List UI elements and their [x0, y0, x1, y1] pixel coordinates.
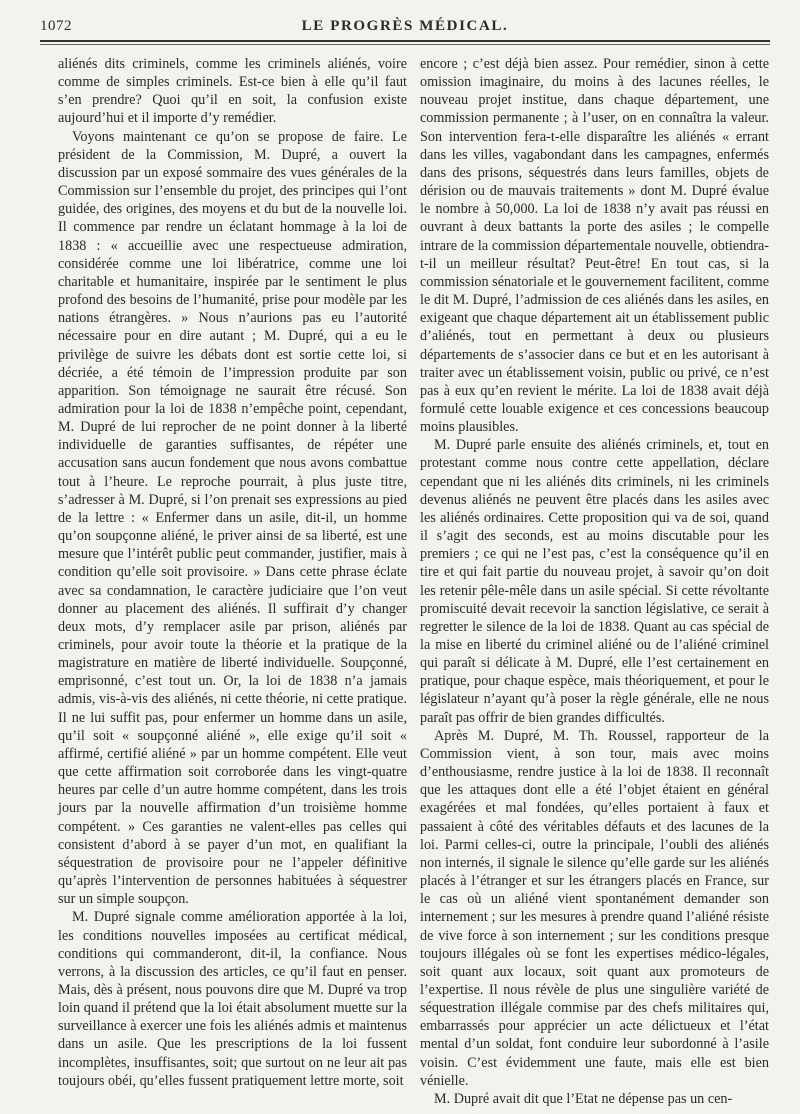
paragraph: Après M. Dupré, M. Th. Roussel, rapporteur de la Commission vient, à son tour, mais avec moins d’enthousiasme, rendre justice à la loi de 1838. Il reconnaît que les attaques dont elle a été l’objet étaient en général exagérées et mal fondées, qu’elles portaient à faux et passaient à côté des véritables défauts et des lacunes de la loi. Parmi celles-ci, outre la principale, l’oubli des aliénés non internés, il signale le silence qu’elle garde sur les aliénés placés à l’étranger et sur les étrangers placés en France, sur le cas où un aliéné vient spontanément demander son internement ; sur les mesures à prendre quand l’aliéné résiste de vive force à son internement ; sur les conditions presque toujours illégales où se font les expertises médico-légales, soit quant aux locaux, soit quant aux promoteurs de l’expertise. Il nous révèle de plus une singulière variété de séquestration illégale commise par des chefs militaires qui, embarrassés pour apprécier un acte délictueux et l’état mental d’un soldat, font conduire leur subordonné à l’asile voisin. C’est évidemment une faute, mais elle est bien vénielle. — [420, 727, 769, 1089]
header-rule-thick — [40, 40, 770, 42]
paragraph: M. Dupré avait dit que l’Etat ne dépense pas un cen- — [434, 1090, 733, 1107]
paragraph: M. Dupré signale comme amélioration apportée à la loi, les conditions nouvelles imposées au certificat médical, conditions qui commanderont, dit-il, la confiance. Nous verrons, à la discussion des articles, ce qu’il faut en penser. Mais, dès à présent, nous pouvons dire que M. Dupré va trop loin quand il prétend que la loi était absolument muette sur la surveillance à exercer une fois les aliénés admis et maintenus dans un asile. Que les prescriptions de la loi fussent incomplètes, insuffisantes, soit; que surtout on ne leur ait pas toujours obéi, qu’elles fussent pratiquement lettre morte, soit — [58, 909, 407, 1089]
journal-title: LE PROGRÈS MÉDICAL. — [301, 18, 509, 34]
paragraph: encore ; c’est déjà bien assez. Pour remédier, sinon à cette omission imaginaire, du moins à des lacunes réelles, le nouveau projet institue, dans chaque département, une commission permanente ; à l’user, on en connaîtra la valeur. Son intervention fera-t-elle disparaître les aliénés « errant dans les villes, vagabondant dans les campagnes, enfermés dans des prisons, séquestrés dans leurs familles, objets de dérision ou de mauvais traitements » dont M. Dupré évalue le nombre à 50,000. La loi de 1838 n’y avait pas réussi en ouvrant à deux battants la porte des asiles ; le compelle intrare de la commission départementale nouvelle, obtiendra-t-il un meilleur résultat? Peut-être! En tout cas, si la commission sénatoriale et le gouvernement facilitent, comme le dit M. Dupré, l’admission de ces aliénés dans les asiles, en exigeant que chaque département ait un établissement public d’aliénés, tout en permettant à deux ou plusieurs départements de s’associer dans ce but et en les autorisant à traiter avec un établissement voisin, public ou privé, ce n’est pas à eux qu’en revient le mérite. La loi de 1838 avait déjà formulé cette louable exigence et ces concessions beaucoup moins plausibles. — [420, 56, 769, 436]
paragraph: aliénés dits criminels, comme les criminels aliénés, voire comme de simples criminels. Est-ce bien à elle qu’il faut s’en prendre? Quoi qu’il en soit, la confusion existe aujourd’hui et il importe d’y remédier. — [58, 56, 407, 127]
header-rule-thin — [40, 44, 770, 45]
page-number: 1072 — [40, 18, 72, 34]
paragraph: M. Dupré parle ensuite des aliénés criminels, et, tout en protestant comme nous contre cette appellation, déclare cependant que ni les aliénés dits criminels, ni les criminels devenus aliénés ne peuvent être placés dans les asiles avec les aliénés ordinaires. Cette proposition qui va de soi, quand il s’agit des seconds, est au moins discutable pour les premiers ; ce qui ne l’est pas, c’est la conséquence qu’il en tire et qui fait partie du nouveau projet, à savoir qu’on doit les retenir pêle-mêle dans un asile spécial. Si cette révoltante promiscuité devait recevoir la sanction législative, ce serait à regretter le silence de la loi de 1838. Quant au cas spécial de la mise en liberté du criminel aliéné ou de l’aliéné criminel qui paraît si délicate à M. Dupré, elle l’est certainement en pratique, pour chaque espèce, mais théoriquement, et pour le législateur n’ayant qu’à poser la règle générale, elle ne nous paraît pas offrir de bien grandes difficultés. — [420, 437, 769, 726]
right-column — [420, 55, 769, 1108]
left-column — [58, 55, 407, 1090]
paragraph: Voyons maintenant ce qu’on se propose de faire. Le président de la Commission, M. Dupré, a ouvert la discussion par un exposé sommaire des vues générales de la Commission sur l’ensemble du projet, des principes qui l’ont guidée, des origines, des moyens et du but de la nouvelle loi. Il commence par rendre un éclatant hommage à la loi de 1838 : « accueillie avec une respectueuse admiration, considérée comme une loi libératrice, comme une loi charitable et humanitaire, inspirée par le sentiment le plus profond des besoins de l’humanité, prise pour modèle par les nations étrangères. » Nous n’aurions pas eu l’autorité nécessaire pour en dire autant ; M. Dupré, qui a eu le privilège de suivre les débats dont est sortie cette loi, si décriée, a été témoin de l’impression produite par son apparition. Son témoignage ne saurait être récusé. Son admiration pour la loi de 1838 n’empêche point, cependant, M. Dupré de lui reprocher de ne point donner à la liberté individuelle de garanties suffisantes, de répéter une accusation sans aucun fondement que nous avons combattue tout à l’heure. Le reproche pourrait, à plus juste titre, s’adresser à M. Dupré, si l’on prenait ses expressions au pied de la lettre : « Enfermer dans un asile, dit-il, un homme qu’on soupçonne aliéné, le priver ainsi de sa liberté, est une mesure que l’intérêt public peut commander, justifier, mais à condition qu’elle soit provisoire. » Dans cette phrase éclate avec sa condamnation, le caractère judiciaire que l’on veut donner au placement des aliénés. Il suffirait d’y changer deux mots, d’y remplacer asile par prison, aliénés par criminels, pour avoir toute la théorie et la pratique de la magistrature en matière de liberté individuelle. Soupçonné, emprisonné, c’est tout un. Or, la loi de 1838 n’a jamais admis, vis-à-vis des aliénés, ni cette théorie, ni cette pratique. Il ne lui suffit pas, pour enfermer un homme dans un asile, qu’il soit « soupçonné aliéné », elle exige qu’il soit « affirmé, certifié aliéné » par un homme compétent. Elle veut que cette affirmation soit corroborée dans les vingt-quatre heures par celle d’un autre homme compétent, dans les trois jours par la nouvelle affirmation d’un troisième homme compétent. » Ces garanties ne valent-elles pas celles qui consistent d’abord à se payer d’un mot, en qualifiant la séquestration de provisoire pour ne l’appeler définitive qu’après l’intervention de personnes habituées à séquestrer sur un simple soupçon. — [58, 128, 407, 908]
page-header — [40, 18, 770, 40]
